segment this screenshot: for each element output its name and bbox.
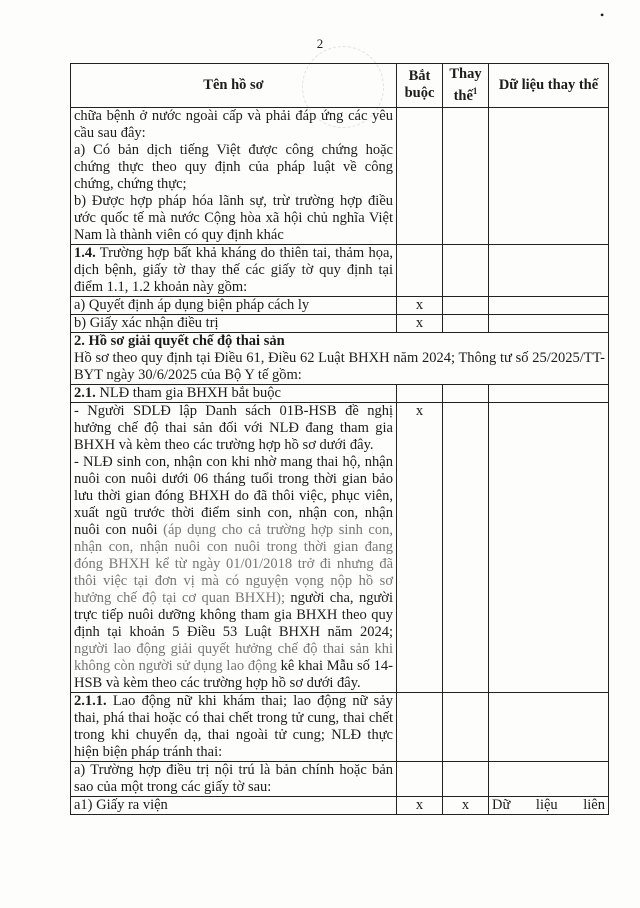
row-cell-name bbox=[71, 692, 397, 761]
row-cell-substitute: x bbox=[443, 796, 489, 814]
row-text: chữa bệnh ở nước ngoài cấp và phải đáp ứng các yêu cầu sau đây: bbox=[74, 107, 393, 141]
row-cell-substitute bbox=[443, 244, 489, 296]
substitute-data-word: Dữ bbox=[492, 796, 511, 813]
row-cell-required: x bbox=[397, 296, 443, 314]
row-text: b) Được hợp pháp hóa lãnh sự, trừ trường hợp điều ước quốc tế mà nước Cộng hòa xã hội chủ nghĩa Việt Nam là thành viên có quy định khác bbox=[74, 192, 393, 243]
row-text bbox=[74, 454, 393, 692]
header-required: Bắt buộc bbox=[397, 64, 443, 108]
row-text-part: - NLĐ sinh con, nhận con khi nhờ mang thai hộ, nhận nuôi con nuôi dưới 06 tháng tuổi trong thời gian bảo lưu thời gian đóng BHXH do đã thôi việc, phục viên, xuất ngũ trước thời điểm sinh con, nhận con, nhận nuôi con nuôi bbox=[74, 453, 393, 538]
table-header-row bbox=[71, 64, 609, 108]
row-text: Lao động nữ khi khám thai; lao động nữ sảy thai, phá thai hoặc có thai chết trong tử cung, thai chết trong khi chuyển dạ, thai ngoài tử cung; NLĐ thực hiện biện pháp tránh thai: bbox=[74, 692, 393, 760]
row-text: NLĐ tham gia BHXH bắt buộc bbox=[95, 384, 281, 401]
row-text: - Người SDLĐ lập Danh sách 01B-HSB đề nghị hưởng chế độ thai sản đối với NLĐ đang tham gia BHXH và kèm theo các trường hợp hồ sơ dưới đây. bbox=[74, 402, 393, 453]
row-cell-name: a) Trường hợp điều trị nội trú là bản chính hoặc bản sao của một trong các giấy tờ sau: bbox=[71, 761, 397, 796]
substitute-data-text bbox=[492, 797, 605, 814]
row-cell-substitute bbox=[443, 314, 489, 332]
table-row bbox=[71, 402, 609, 692]
row-cell-required: x bbox=[397, 796, 443, 814]
substitute-data-word: liệu bbox=[535, 796, 558, 813]
row-cell-data bbox=[489, 107, 609, 244]
header-substitute-footnote: 1 bbox=[472, 86, 478, 96]
row-cell-data bbox=[489, 314, 609, 332]
table-row bbox=[71, 796, 609, 814]
section-cell bbox=[71, 332, 609, 384]
row-cell-data bbox=[489, 692, 609, 761]
section-number: 1.4. bbox=[74, 244, 96, 261]
table-row bbox=[71, 692, 609, 761]
corner-mark: • bbox=[600, 8, 605, 22]
row-text-part: kê khai Mẫu số 14-HSB và kèm theo các trường hợp hồ sơ dưới đây. bbox=[74, 657, 393, 691]
section-row bbox=[71, 332, 609, 384]
row-cell-required bbox=[397, 244, 443, 296]
table-row bbox=[71, 384, 609, 402]
row-cell-data bbox=[489, 296, 609, 314]
section-number: 2.1. bbox=[74, 384, 96, 401]
row-cell-data bbox=[489, 384, 609, 402]
page-number: 2 bbox=[316, 36, 324, 51]
header-name: Tên hồ sơ bbox=[71, 64, 397, 108]
row-cell-data bbox=[489, 244, 609, 296]
row-text-gray: người lao động giải quyết hưởng chế độ thai sản khi không còn người sử dụng lao động bbox=[74, 640, 393, 674]
row-cell-data bbox=[489, 796, 609, 814]
row-cell-name bbox=[71, 402, 397, 692]
header-substitute bbox=[443, 64, 489, 108]
row-cell-name bbox=[71, 384, 397, 402]
row-cell-name bbox=[71, 107, 397, 244]
row-cell-name bbox=[71, 244, 397, 296]
row-text: a) Có bản dịch tiếng Việt được công chứng hoặc chứng thực theo quy định của pháp luật về công chứng, chứng thực; bbox=[74, 141, 393, 192]
row-cell-required bbox=[397, 107, 443, 244]
row-cell-substitute bbox=[443, 402, 489, 692]
row-cell-required bbox=[397, 692, 443, 761]
row-cell-name: a1) Giấy ra viện bbox=[71, 796, 397, 814]
row-cell-name: a) Quyết định áp dụng biện pháp cách ly bbox=[71, 296, 397, 314]
section-title: 2. Hồ sơ giải quyết chế độ thai sản bbox=[74, 332, 285, 349]
substitute-data-word: liên bbox=[583, 796, 605, 813]
row-cell-substitute bbox=[443, 692, 489, 761]
row-cell-required bbox=[397, 384, 443, 402]
row-text-gray: (áp dụng cho cả trường hợp sinh con, nhận con, nhận nuôi con nuôi trong thời gian đang đóng BHXH kể từ ngày 01/01/2018 trở đi nhưng đã thôi việc tại đơn vị mà có nguyện vọng nộp hồ sơ hưởng chế độ tại cơ quan BHXH); bbox=[74, 521, 393, 606]
row-text: Trường hợp bất khả kháng do thiên tai, thảm họa, dịch bệnh, giấy tờ thay thế các giấy tờ quy định tại điểm 1.1, 1.2 khoản này gồm: bbox=[74, 244, 393, 295]
table-row bbox=[71, 107, 609, 244]
row-cell-required: x bbox=[397, 314, 443, 332]
header-substitute-data: Dữ liệu thay thế bbox=[489, 64, 609, 108]
table-row bbox=[71, 296, 609, 314]
row-cell-substitute bbox=[443, 107, 489, 244]
row-cell-required bbox=[397, 761, 443, 796]
table-row bbox=[71, 314, 609, 332]
table-row bbox=[71, 761, 609, 796]
section-text: Hồ sơ theo quy định tại Điều 61, Điều 62 Luật BHXH năm 2024; Thông tư số 25/2025/TT-BYT ngày 30/6/2025 của Bộ Y tế gồm: bbox=[74, 349, 605, 383]
header-substitute-label: Thay thế bbox=[449, 66, 482, 104]
row-cell-substitute bbox=[443, 761, 489, 796]
section-number: 2.1.1. bbox=[74, 692, 107, 709]
row-text-part: người cha, người trực tiếp nuôi dưỡng không tham gia BHXH theo quy định tại khoản 5 Điều 53 Luật BHXH năm 2024; bbox=[74, 589, 393, 640]
row-cell-data bbox=[489, 761, 609, 796]
row-cell-required: x bbox=[397, 402, 443, 692]
document-table bbox=[70, 63, 609, 815]
row-cell-substitute bbox=[443, 296, 489, 314]
row-cell-data bbox=[489, 402, 609, 692]
table-row bbox=[71, 244, 609, 296]
row-cell-name: b) Giấy xác nhận điều trị bbox=[71, 314, 397, 332]
row-cell-substitute bbox=[443, 384, 489, 402]
